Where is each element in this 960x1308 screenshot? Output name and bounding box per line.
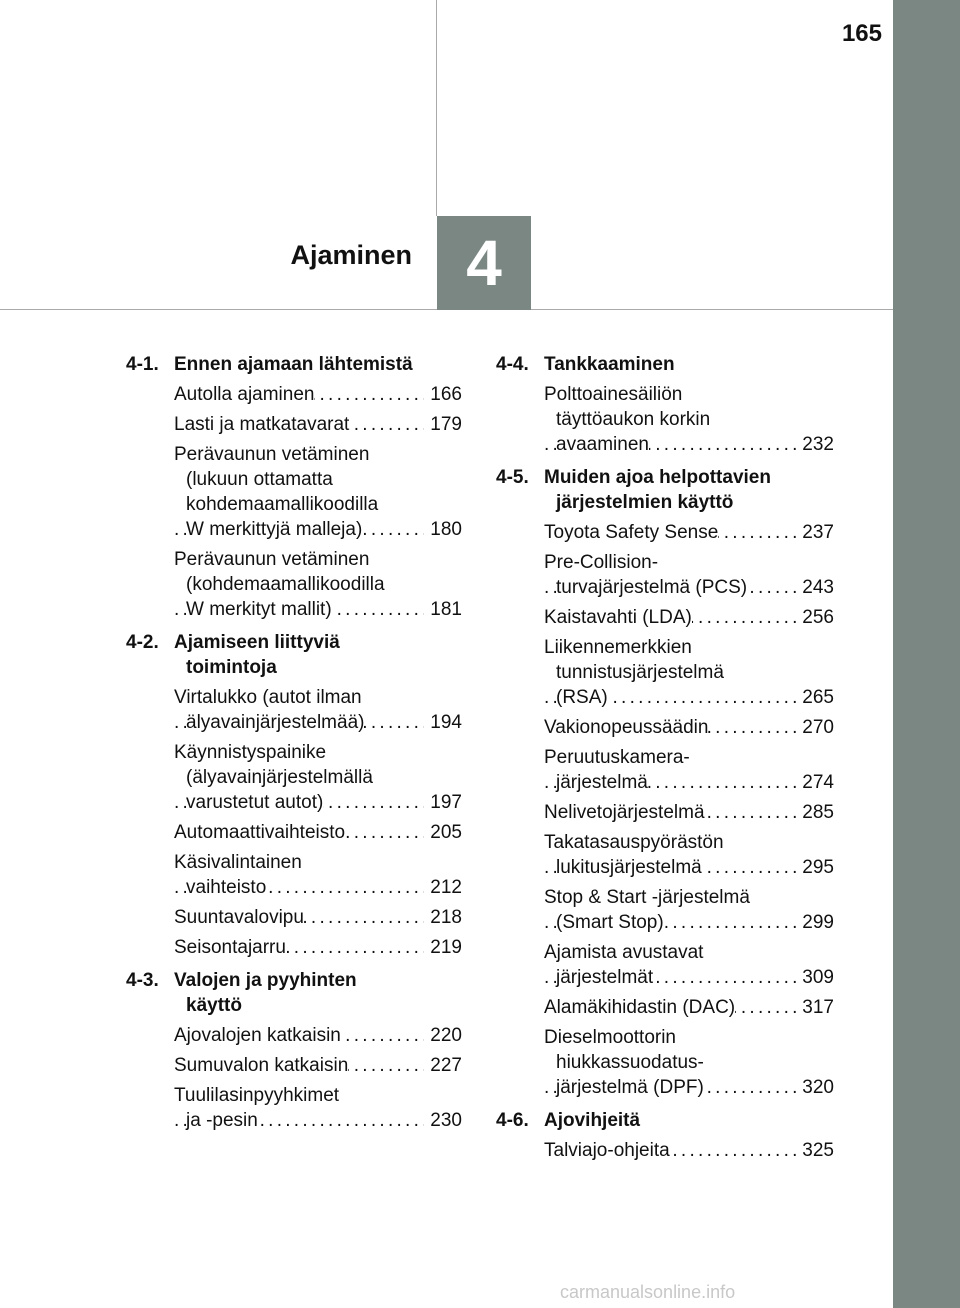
toc-entry-page: 220 <box>424 1023 462 1048</box>
toc-entry-page: 218 <box>424 905 462 930</box>
toc-entry[interactable] <box>174 547 462 622</box>
section-number: 4-5. <box>496 467 529 488</box>
toc-entry-title: Ajamista avustavat järjestelmät <box>544 942 704 988</box>
toc-entry-page: 256 <box>796 605 834 630</box>
toc-entry[interactable] <box>544 1025 834 1100</box>
toc-right-column <box>496 352 834 1163</box>
toc-section <box>126 352 462 377</box>
toc-entry-title: Takatasauspyörästön lukitusjärjestelmä <box>544 832 724 878</box>
toc-entry-page: 194 <box>424 710 462 735</box>
toc-entry-title: Dieselmoottorin hiukkassuodatus- järjestelmä (DPF) <box>544 1027 704 1098</box>
toc-entry[interactable] <box>544 520 834 545</box>
toc-entry-title: Tuulilasinpyyhkimet ja -pesin <box>174 1085 340 1131</box>
toc-entry-page: 317 <box>796 995 834 1020</box>
section-number: 4-6. <box>496 1110 529 1131</box>
toc-entry-title: Lasti ja matkatavarat <box>174 414 350 435</box>
toc-entry[interactable] <box>174 740 462 815</box>
toc-section <box>496 352 834 377</box>
toc-entry[interactable] <box>544 745 834 795</box>
toc-entry[interactable] <box>544 940 834 990</box>
toc-entry-title: Nelivetojärjestelmä <box>544 802 705 823</box>
header-divider-vertical <box>436 0 437 216</box>
toc-entry-title: Suuntavalovipu <box>174 907 304 928</box>
toc-entry-page: 212 <box>424 875 462 900</box>
toc-entry[interactable] <box>174 820 462 845</box>
toc-entry-title: Alamäkihidastin (DAC) <box>544 997 736 1018</box>
toc-entry[interactable] <box>174 850 462 900</box>
watermark: carmanualsonline.info <box>560 1282 736 1302</box>
toc-entry-title: Sumuvalon katkaisin <box>174 1055 349 1076</box>
toc-entry-title: Vakionopeussäädin <box>544 717 709 738</box>
toc-entry[interactable] <box>174 442 462 542</box>
section-title: Ajovihjeitä <box>544 1110 641 1131</box>
toc-entry-title: Virtalukko (autot ilman älyavainjärjestelmää) <box>174 687 365 733</box>
toc-entry-title: Ajovalojen katkaisin <box>174 1025 341 1046</box>
toc-entry[interactable] <box>544 800 834 825</box>
toc-entry-title: Toyota Safety Sense <box>544 522 719 543</box>
toc-entry-page: 205 <box>424 820 462 845</box>
toc-section <box>496 465 834 515</box>
toc-entry[interactable] <box>174 382 462 407</box>
toc-entry-page: 180 <box>424 517 462 542</box>
toc-entry[interactable] <box>544 382 834 457</box>
toc-entry-page: 274 <box>796 770 834 795</box>
toc-entry-title: Stop & Start -järjestelmä (Smart Stop) <box>544 887 750 933</box>
toc-entry-page: 219 <box>424 935 462 960</box>
toc-entry-page: 230 <box>424 1108 462 1133</box>
toc-entry[interactable] <box>544 1138 834 1163</box>
toc-entry[interactable] <box>174 1083 462 1133</box>
toc-left-column <box>126 352 462 1133</box>
toc-entry[interactable] <box>174 685 462 735</box>
toc-entry-title: Kaistavahti (LDA) <box>544 607 692 628</box>
section-title: Muiden ajoa helpottavien järjestelmien käyttö <box>544 467 771 513</box>
section-number: 4-1. <box>126 354 159 375</box>
toc-entry-title: Polttoainesäiliön täyttöaukon korkin avaaminen <box>544 384 711 455</box>
toc-entry[interactable] <box>544 605 834 630</box>
toc-entry[interactable] <box>544 715 834 740</box>
section-number: 4-3. <box>126 970 159 991</box>
toc-entry-title: Autolla ajaminen <box>174 384 315 405</box>
section-number: 4-4. <box>496 354 529 375</box>
chapter-side-tab <box>893 0 960 1308</box>
chapter-title: Ajaminen <box>290 240 412 270</box>
toc-entry[interactable] <box>544 885 834 935</box>
toc-entry-page: 232 <box>796 432 834 457</box>
toc-entry-title: Automaattivaihteisto <box>174 822 346 843</box>
toc-entry-page: 243 <box>796 575 834 600</box>
toc-entry[interactable] <box>544 830 834 880</box>
toc-entry-page: 166 <box>424 382 462 407</box>
section-title: Valojen ja pyyhinten käyttö <box>174 970 357 1016</box>
toc-entry[interactable] <box>544 995 834 1020</box>
section-number: 4-2. <box>126 632 159 653</box>
page-number: 165 <box>841 20 882 47</box>
toc-entry[interactable] <box>544 550 834 600</box>
toc-entry[interactable] <box>174 1053 462 1078</box>
toc-entry-page: 179 <box>424 412 462 437</box>
toc-entry-page: 285 <box>796 800 834 825</box>
toc-entry-title: Peruutuskamera- järjestelmä <box>544 747 690 793</box>
section-title: Ennen ajamaan lähtemistä <box>174 354 413 375</box>
section-title: Ajamiseen liittyviä toimintoja <box>174 632 340 678</box>
toc-entry-title: Pre-Collision- turvajärjestelmä (PCS) <box>544 552 748 598</box>
toc-entry-title: Perävaunun vetäminen (lukuun ottamatta kohdemaamallikoodilla W merkittyjä malleja) <box>174 444 379 540</box>
toc-entry-title: Talviajo-ohjeita <box>544 1140 670 1161</box>
toc-entry-page: 309 <box>796 965 834 990</box>
toc-entry-page: 295 <box>796 855 834 880</box>
toc-entry-page: 197 <box>424 790 462 815</box>
toc-entry-title: Käynnistyspainike (älyavainjärjestelmällä varustetut autot) <box>174 742 373 813</box>
toc-entry-page: 270 <box>796 715 834 740</box>
toc-entry-title: Käsivalintainen vaihteisto <box>174 852 302 898</box>
toc-entry-page: 265 <box>796 685 834 710</box>
chapter-number-box: 4 <box>437 216 531 310</box>
toc-entry-page: 325 <box>796 1138 834 1163</box>
toc-entry-title: Liikennemerkkien tunnistusjärjestelmä (RSA) <box>544 637 724 708</box>
toc-entry[interactable] <box>174 1023 462 1048</box>
toc-entry-page: 299 <box>796 910 834 935</box>
toc-entry-page: 237 <box>796 520 834 545</box>
toc-entry-title: Seisontajarru <box>174 937 286 958</box>
toc-entry[interactable] <box>174 412 462 437</box>
toc-section <box>126 968 462 1018</box>
toc-entry[interactable] <box>544 635 834 710</box>
toc-entry[interactable] <box>174 935 462 960</box>
toc-entry-page: 181 <box>424 597 462 622</box>
section-title: Tankkaaminen <box>544 354 675 375</box>
toc-entry-title: Perävaunun vetäminen (kohdemaamallikoodilla W merkityt mallit) <box>174 549 385 620</box>
toc-entry[interactable] <box>174 905 462 930</box>
toc-section <box>496 1108 834 1133</box>
toc-entry-page: 227 <box>424 1053 462 1078</box>
toc-section <box>126 630 462 680</box>
toc-entry-page: 320 <box>796 1075 834 1100</box>
